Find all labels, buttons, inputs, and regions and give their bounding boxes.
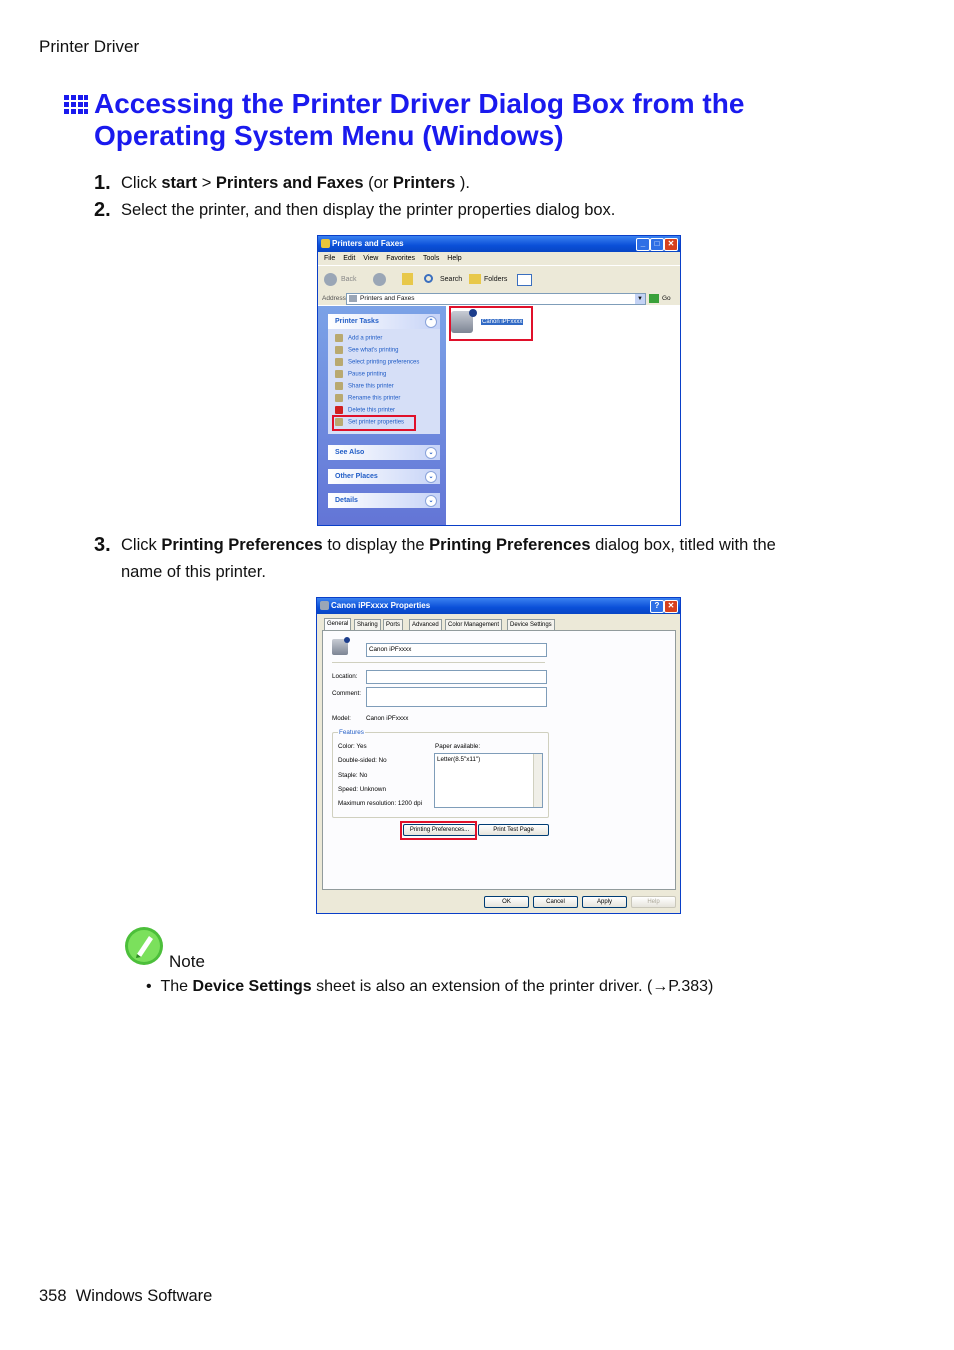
task-select-prefs[interactable]: Select printing preferences <box>335 358 419 369</box>
preferences-icon <box>335 358 343 366</box>
features-group: Features Color: Yes Double-sided: No Staple: No Speed: Unknown Maximum resolution: 1200 dpi Paper available: Letter(8.5"x11") <box>332 732 549 818</box>
folders-icon[interactable] <box>469 274 481 284</box>
default-check-icon <box>344 637 350 643</box>
maximize-icon[interactable]: □ <box>650 238 664 251</box>
tab-device-settings[interactable]: Device Settings <box>507 619 555 630</box>
menu-favorites[interactable]: Favorites <box>386 255 416 262</box>
expand-icon[interactable]: ⌄ <box>425 495 437 507</box>
help-button[interactable]: Help <box>631 896 676 908</box>
tab-color-management[interactable]: Color Management <box>445 619 502 630</box>
scrollbar[interactable] <box>533 754 542 807</box>
details-box: Details ⌄ <box>328 493 440 508</box>
help-icon[interactable]: ? <box>650 600 664 613</box>
collapse-icon[interactable]: ⌃ <box>425 316 437 328</box>
menu-file[interactable]: File <box>324 255 336 262</box>
menu-edit[interactable]: Edit <box>343 255 356 262</box>
share-icon <box>335 382 343 390</box>
task-share[interactable]: Share this printer <box>335 382 394 393</box>
printer-properties-dialog <box>316 597 681 914</box>
tab-ports[interactable]: Ports <box>383 619 403 630</box>
tab-general[interactable]: General <box>324 618 351 631</box>
task-add-printer[interactable]: Add a printer <box>335 334 382 345</box>
forward-arrow-icon[interactable] <box>373 273 386 286</box>
cancel-button[interactable]: Cancel <box>533 896 578 908</box>
printer-tasks-box: Printer Tasks ⌃ Add a printer See what's printing Select printing preferences Pause printing Share this printer Rename this printer Delete this printer Set printer properties <box>328 314 440 434</box>
divider <box>332 662 545 663</box>
ok-button[interactable]: OK <box>484 896 529 908</box>
expand-icon[interactable]: ⌄ <box>425 447 437 459</box>
back-arrow-icon[interactable] <box>324 273 337 286</box>
print-test-page-button[interactable]: Print Test Page <box>478 824 549 836</box>
see-also-box: See Also ⌄ <box>328 445 440 460</box>
close-icon[interactable]: ✕ <box>664 600 678 613</box>
menu-view[interactable]: View <box>363 255 379 262</box>
rename-icon <box>335 394 343 402</box>
printer-folder-icon <box>321 239 330 248</box>
pause-icon <box>335 370 343 378</box>
task-pause[interactable]: Pause printing <box>335 370 386 381</box>
search-icon[interactable] <box>424 274 433 283</box>
chevron-down-icon[interactable]: ▼ <box>635 294 645 304</box>
highlight-printing-preferences <box>400 821 477 840</box>
running-header: Printer Driver <box>39 37 140 56</box>
task-see-printing[interactable]: See what's printing <box>335 346 399 357</box>
menu-help[interactable]: Help <box>447 255 462 262</box>
comment-field[interactable] <box>366 687 547 707</box>
general-tab-panel: Canon iPFxxxx Location: Comment: Model: Canon iPFxxxx Features Color: Yes Double-sided: No Staple: No Speed: Unknown Maximum resolution: 1200 dpi Paper available: Letter(8.5"x11") Printing Preferences... Print Test Page <box>322 630 676 890</box>
menu-bar <box>318 252 680 265</box>
section-grid-icon <box>64 95 88 117</box>
location-field[interactable] <box>366 670 547 684</box>
highlight-printer <box>449 306 533 341</box>
highlight-set-properties <box>332 415 416 431</box>
printing-preferences-button[interactable]: Printing Preferences... <box>403 824 476 836</box>
printer-small-icon <box>320 601 329 610</box>
expand-icon[interactable]: ⌄ <box>425 471 437 483</box>
note-pencil-icon <box>124 926 164 966</box>
task-rename[interactable]: Rename this printer <box>335 394 400 405</box>
task-set-properties[interactable]: Set printer properties <box>335 418 404 429</box>
tab-sharing[interactable]: Sharing <box>354 619 381 630</box>
paper-listbox[interactable]: Letter(8.5"x11") <box>434 753 543 808</box>
apply-button[interactable]: Apply <box>582 896 627 908</box>
go-arrow-icon[interactable] <box>649 294 659 303</box>
task-pane <box>318 306 446 525</box>
note-bullet: • The Device Settings sheet is also an extension of the printer driver. (→P.383) <box>146 978 714 995</box>
close-icon[interactable]: ✕ <box>664 238 678 251</box>
add-printer-icon <box>335 334 343 342</box>
printer-queue-icon <box>335 346 343 354</box>
toolbar: Back Search Folders <box>318 265 680 293</box>
up-folder-icon[interactable] <box>402 273 413 285</box>
menu-tools[interactable]: Tools <box>423 255 440 262</box>
printer-small-icon <box>349 295 357 302</box>
task-delete[interactable]: Delete this printer <box>335 406 395 417</box>
printers-and-faxes-window <box>317 235 681 526</box>
other-places-box: Other Places ⌄ <box>328 469 440 484</box>
note-label: Note <box>169 952 205 971</box>
minimize-icon[interactable]: _ <box>636 238 650 251</box>
printer-name-field[interactable]: Canon iPFxxxx <box>366 643 547 657</box>
printer-item[interactable]: Canon iPFxxxx <box>451 309 531 339</box>
delete-x-icon <box>335 406 343 414</box>
page-footer: 358 Windows Software <box>39 1287 213 1305</box>
tab-advanced[interactable]: Advanced <box>409 619 442 630</box>
dialog-titlebar: Canon iPFxxxx Properties ? ✕ <box>317 598 680 614</box>
address-bar: Address Printers and Faxes ▼ Go <box>318 292 680 305</box>
page-title: Accessing the Printer Driver Dialog Box from the Operating System Menu (Windows) <box>94 88 745 151</box>
views-icon[interactable] <box>517 274 532 286</box>
address-input[interactable]: Printers and Faxes ▼ <box>346 293 646 305</box>
window-titlebar: Printers and Faxes _ □ ✕ <box>318 236 680 252</box>
